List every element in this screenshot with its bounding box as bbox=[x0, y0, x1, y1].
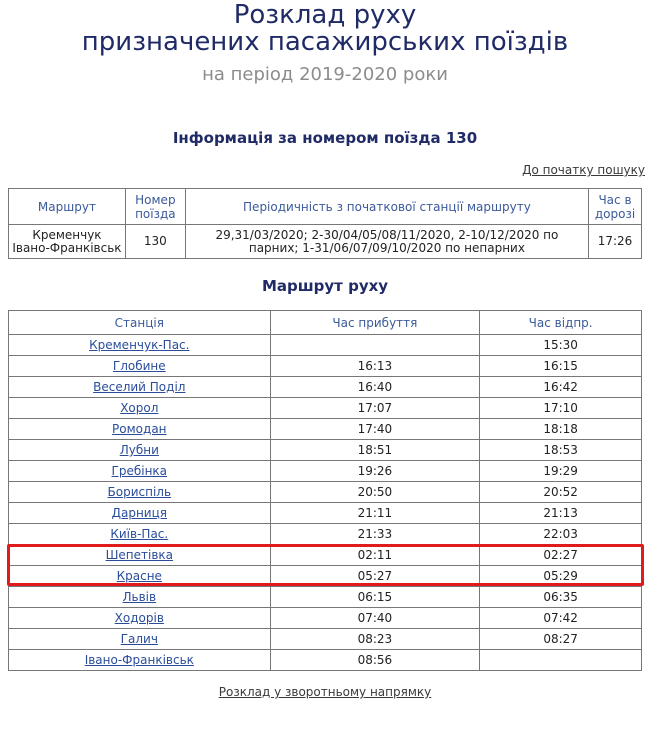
route-table bbox=[8, 310, 642, 671]
arrival-cell: 18:51 bbox=[270, 440, 480, 461]
station-cell bbox=[9, 440, 271, 461]
station-link[interactable]: Шепетівка bbox=[105, 548, 174, 562]
station-cell bbox=[9, 524, 271, 545]
table-row bbox=[9, 608, 642, 629]
table-row bbox=[9, 398, 642, 419]
train-info-heading: Інформація за номером поїзда 130 bbox=[172, 129, 478, 147]
arrival-cell: 16:13 bbox=[270, 356, 480, 377]
departure-cell: 18:18 bbox=[480, 419, 642, 440]
arrival-cell: 06:15 bbox=[270, 587, 480, 608]
departure-cell: 08:27 bbox=[480, 629, 642, 650]
arrival-cell: 21:11 bbox=[270, 503, 480, 524]
departure-cell: 16:42 bbox=[480, 377, 642, 398]
table-row bbox=[9, 356, 642, 377]
station-cell bbox=[9, 419, 271, 440]
departure-cell: 22:03 bbox=[480, 524, 642, 545]
page-title-line2: призначених пасажирських поїздів bbox=[81, 27, 569, 57]
station-cell bbox=[9, 398, 271, 419]
route-cell: Кременчук Івано-Франківськ bbox=[9, 225, 126, 259]
reverse-schedule-link[interactable]: Розклад у зворотньому напрямку bbox=[218, 685, 432, 699]
departure-cell: 07:42 bbox=[480, 608, 642, 629]
departure-cell: 16:15 bbox=[480, 356, 642, 377]
station-link[interactable]: Бориспіль bbox=[107, 485, 172, 499]
station-cell bbox=[9, 461, 271, 482]
departure-cell: 02:27 bbox=[480, 545, 642, 566]
station-cell bbox=[9, 566, 271, 587]
route-header-row bbox=[9, 311, 642, 335]
table-row bbox=[9, 503, 642, 524]
table-row bbox=[9, 419, 642, 440]
station-link[interactable]: Кременчук-Пас. bbox=[89, 338, 190, 352]
arrival-cell: 17:40 bbox=[270, 419, 480, 440]
period-subtitle: на період 2019-2020 роки bbox=[202, 64, 448, 85]
arrival-cell: 16:40 bbox=[270, 377, 480, 398]
departure-cell bbox=[480, 650, 642, 671]
station-cell bbox=[9, 545, 271, 566]
arrival-cell: 02:11 bbox=[270, 545, 480, 566]
route-heading: Маршрут руху bbox=[261, 277, 389, 295]
station-link[interactable]: Веселий Поділ bbox=[93, 380, 186, 394]
table-row bbox=[9, 335, 642, 356]
departure-cell: 15:30 bbox=[480, 335, 642, 356]
table-row bbox=[9, 461, 642, 482]
table-row bbox=[9, 566, 642, 587]
station-link[interactable]: Гребінка bbox=[111, 464, 168, 478]
station-cell bbox=[9, 482, 271, 503]
header-travel-time: Час в дорозі bbox=[589, 189, 642, 225]
departure-cell: 18:53 bbox=[480, 440, 642, 461]
station-link[interactable]: Ромодан bbox=[112, 422, 167, 436]
table-row bbox=[9, 524, 642, 545]
station-cell bbox=[9, 503, 271, 524]
header-periodicity: Періодичність з початкової станції маршруту bbox=[185, 189, 588, 225]
travel-time-cell: 17:26 bbox=[589, 225, 642, 259]
station-cell bbox=[9, 356, 271, 377]
station-link[interactable]: Київ-Пас. bbox=[110, 527, 169, 541]
station-cell bbox=[9, 587, 271, 608]
station-link[interactable]: Дарниця bbox=[111, 506, 167, 520]
table-row bbox=[9, 377, 642, 398]
arrival-cell bbox=[270, 335, 480, 356]
table-row bbox=[9, 545, 642, 566]
station-cell bbox=[9, 650, 271, 671]
departure-cell: 06:35 bbox=[480, 587, 642, 608]
departure-cell: 17:10 bbox=[480, 398, 642, 419]
header-departure: Час відпр. bbox=[480, 311, 642, 335]
header-train-number: Номер поїзда bbox=[125, 189, 185, 225]
arrival-cell: 19:26 bbox=[270, 461, 480, 482]
header-arrival: Час прибуття bbox=[270, 311, 480, 335]
table-row bbox=[9, 482, 642, 503]
arrival-cell: 08:23 bbox=[270, 629, 480, 650]
table-row bbox=[9, 650, 642, 671]
station-cell bbox=[9, 608, 271, 629]
station-link[interactable]: Глобине bbox=[112, 359, 166, 373]
train-number-cell: 130 bbox=[125, 225, 185, 259]
station-link[interactable]: Івано-Франківськ bbox=[84, 653, 194, 667]
station-cell bbox=[9, 335, 271, 356]
table-row bbox=[9, 440, 642, 461]
station-link[interactable]: Красне bbox=[116, 569, 162, 583]
arrival-cell: 05:27 bbox=[270, 566, 480, 587]
station-link[interactable]: Львів bbox=[122, 590, 157, 604]
arrival-cell: 21:33 bbox=[270, 524, 480, 545]
header-station: Станція bbox=[9, 311, 271, 335]
table-row bbox=[9, 587, 642, 608]
arrival-cell: 07:40 bbox=[270, 608, 480, 629]
station-link[interactable]: Ходорів bbox=[114, 611, 164, 625]
train-info-table bbox=[8, 188, 642, 259]
arrival-cell: 20:50 bbox=[270, 482, 480, 503]
departure-cell: 05:29 bbox=[480, 566, 642, 587]
page-title-line1: Розклад руху bbox=[233, 0, 417, 30]
departure-cell: 21:13 bbox=[480, 503, 642, 524]
arrival-cell: 08:56 bbox=[270, 650, 480, 671]
station-cell bbox=[9, 629, 271, 650]
station-cell bbox=[9, 377, 271, 398]
station-link[interactable]: Галич bbox=[120, 632, 158, 646]
departure-cell: 20:52 bbox=[480, 482, 642, 503]
train-info-row bbox=[9, 225, 642, 259]
arrival-cell: 17:07 bbox=[270, 398, 480, 419]
train-info-header-row bbox=[9, 189, 642, 225]
header-route: Маршрут bbox=[9, 189, 126, 225]
station-link[interactable]: Лубни bbox=[119, 443, 159, 457]
station-link[interactable]: Хорол bbox=[120, 401, 159, 415]
periodicity-cell: 29,31/03/2020; 2-30/04/05/08/11/2020, 2-10/12/2020 по парних; 1-31/06/07/09/10/2020 по непарних bbox=[185, 225, 588, 259]
table-row bbox=[9, 629, 642, 650]
departure-cell: 19:29 bbox=[480, 461, 642, 482]
to-search-start-link[interactable]: До початку пошуку bbox=[522, 163, 645, 177]
